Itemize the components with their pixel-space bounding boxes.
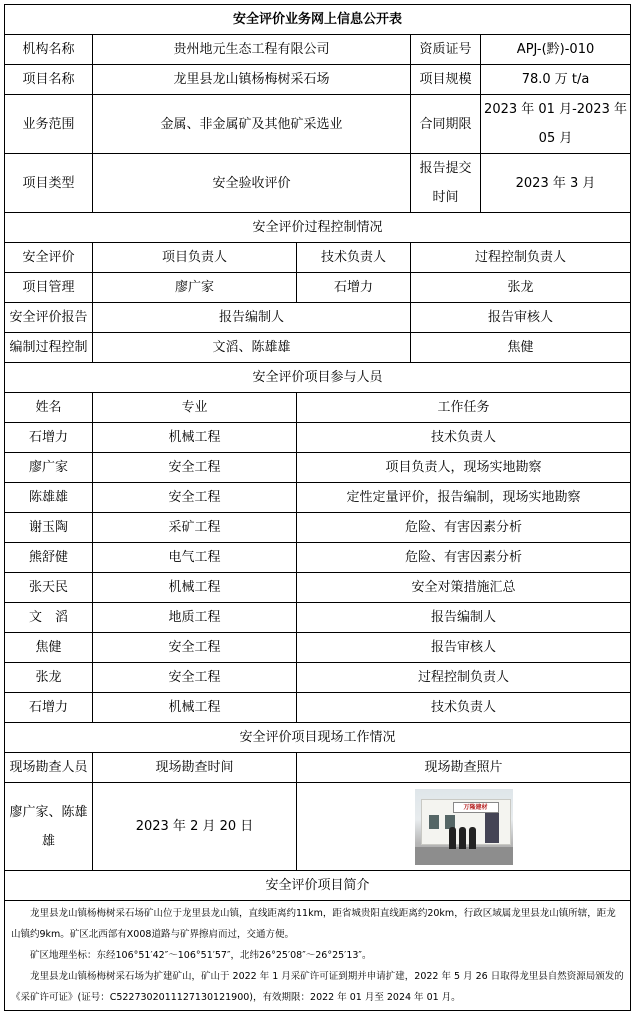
scale-label: 项目规模: [411, 65, 481, 95]
staff-task: 危险、有害因素分析: [297, 543, 631, 573]
report-label-2: 编制过程控制: [5, 333, 93, 363]
table-row: [5, 453, 631, 483]
staff-major: 机械工程: [93, 693, 297, 723]
table-row: [5, 693, 631, 723]
site-col-photo: 现场勘查照片: [297, 753, 631, 783]
building-sign: 万隆建材: [453, 802, 499, 813]
tech-value: 石增力: [297, 273, 411, 303]
person-figure: [459, 827, 466, 849]
table-row: [5, 603, 631, 633]
ctrl-label: 过程控制负责人: [411, 243, 631, 273]
staff-major: 安全工程: [93, 483, 297, 513]
site-col-people: 现场勘查人员: [5, 753, 93, 783]
project-name-value: 龙里县龙山镇杨梅树采石场: [93, 65, 411, 95]
report-label-1: 安全评价报告: [5, 303, 93, 333]
staff-major: 安全工程: [93, 663, 297, 693]
report-time-label: 报告提交时间: [411, 154, 481, 213]
staff-task: 技术负责人: [297, 423, 631, 453]
site-photo: [415, 789, 513, 865]
staff-task: 安全对策措施汇总: [297, 573, 631, 603]
process-heading: 安全评价过程控制情况: [5, 213, 631, 243]
site-time-value: 2023 年 2 月 20 日: [93, 783, 297, 871]
staff-name: 陈雄雄: [5, 483, 93, 513]
mgmt-label-2: 项目管理: [5, 273, 93, 303]
tech-label: 技术负责人: [297, 243, 411, 273]
mgmt-label-1: 安全评价: [5, 243, 93, 273]
staff-major: 机械工程: [93, 573, 297, 603]
cert-label: 资质证号: [411, 35, 481, 65]
staff-name: 焦健: [5, 633, 93, 663]
project-name-label: 项目名称: [5, 65, 93, 95]
staff-task: 项目负责人，现场实地勘察: [297, 453, 631, 483]
writer-value: 文滔、陈雄雄: [93, 333, 411, 363]
staff-major: 采矿工程: [93, 513, 297, 543]
pm-label: 项目负责人: [93, 243, 297, 273]
staff-task: 定性定量评价，报告编制，现场实地勘察: [297, 483, 631, 513]
table-title: 安全评价业务网上信息公开表: [5, 5, 631, 35]
staff-major: 地质工程: [93, 603, 297, 633]
ground-shape: [415, 847, 513, 865]
intro-text: [5, 901, 631, 1011]
person-figure: [469, 827, 476, 849]
staff-name: 文 滔: [5, 603, 93, 633]
table-row: [5, 513, 631, 543]
site-col-time: 现场勘查时间: [93, 753, 297, 783]
site-heading: 安全评价项目现场工作情况: [5, 723, 631, 753]
table-row: [5, 423, 631, 453]
staff-major: 电气工程: [93, 543, 297, 573]
org-name-value: 贵州地元生态工程有限公司: [93, 35, 411, 65]
intro-paragraph: 矿区地理坐标：东经106°51′42″～106°51′57″，北纬26°25′08″～26°25′13″。: [30, 950, 372, 961]
staff-name: 谢玉陶: [5, 513, 93, 543]
site-photo-cell: [297, 783, 631, 871]
staff-name: 张龙: [5, 663, 93, 693]
contract-label: 合同期限: [411, 95, 481, 154]
staff-major: 安全工程: [93, 453, 297, 483]
staff-col-task: 工作任务: [297, 393, 631, 423]
staff-major: 安全工程: [93, 633, 297, 663]
door-shape: [485, 813, 499, 843]
intro-paragraph: 龙里县龙山镇杨梅树采石场矿山位于龙里县龙山镇，直线距离约11km，距省城贵阳直线距离约20km，行政区域属龙里县龙山镇所辖，距龙山镇约9km。矿区北西部有X008道路与矿界擦肩而过，交通方便。: [11, 908, 616, 940]
contract-value: 2023 年 01 月-2023 年 05 月: [481, 95, 631, 154]
staff-col-name: 姓名: [5, 393, 93, 423]
intro-heading: 安全评价项目简介: [5, 871, 631, 901]
scope-label: 业务范围: [5, 95, 93, 154]
report-time-value: 2023 年 3 月: [481, 154, 631, 213]
writer-label: 报告编制人: [93, 303, 411, 333]
staff-name: 石增力: [5, 693, 93, 723]
site-people-value: 廖广家、陈雄雄: [5, 783, 93, 871]
ctrl-value: 张龙: [411, 273, 631, 303]
table-row: [5, 573, 631, 603]
staff-task: 技术负责人: [297, 693, 631, 723]
staff-name: 石增力: [5, 423, 93, 453]
scope-value: 金属、非金属矿及其他矿采选业: [93, 95, 411, 154]
staff-name: 熊舒健: [5, 543, 93, 573]
staff-name: 张天民: [5, 573, 93, 603]
table-row: [5, 483, 631, 513]
reviewer-label: 报告审核人: [411, 303, 631, 333]
type-label: 项目类型: [5, 154, 93, 213]
table-row: [5, 633, 631, 663]
intro-paragraph: 龙里县龙山镇杨梅树采石场为扩建矿山，矿山于 2022 年 1 月采矿许可证到期并申请扩建，2022 年 5 月 26 日取得龙里县自然资源局颁发的《采矿许可证》(证号：C5227302011127130121900)，有效期限：2022 年 01 月至 2024 年 01 月。: [11, 971, 624, 1003]
staff-task: 危险、有害因素分析: [297, 513, 631, 543]
staff-col-major: 专业: [93, 393, 297, 423]
staff-task: 报告编制人: [297, 603, 631, 633]
disclosure-table: [4, 4, 631, 1011]
window-shape: [429, 815, 439, 829]
person-figure: [449, 827, 456, 849]
staff-task: 报告审核人: [297, 633, 631, 663]
scale-value: 78.0 万 t/a: [481, 65, 631, 95]
staff-major: 机械工程: [93, 423, 297, 453]
org-name-label: 机构名称: [5, 35, 93, 65]
reviewer-value: 焦健: [411, 333, 631, 363]
table-row: [5, 543, 631, 573]
staff-task: 过程控制负责人: [297, 663, 631, 693]
cert-value: APJ-(黔)-010: [481, 35, 631, 65]
staff-name: 廖广家: [5, 453, 93, 483]
type-value: 安全验收评价: [93, 154, 411, 213]
pm-value: 廖广家: [93, 273, 297, 303]
table-row: [5, 663, 631, 693]
staff-heading: 安全评价项目参与人员: [5, 363, 631, 393]
